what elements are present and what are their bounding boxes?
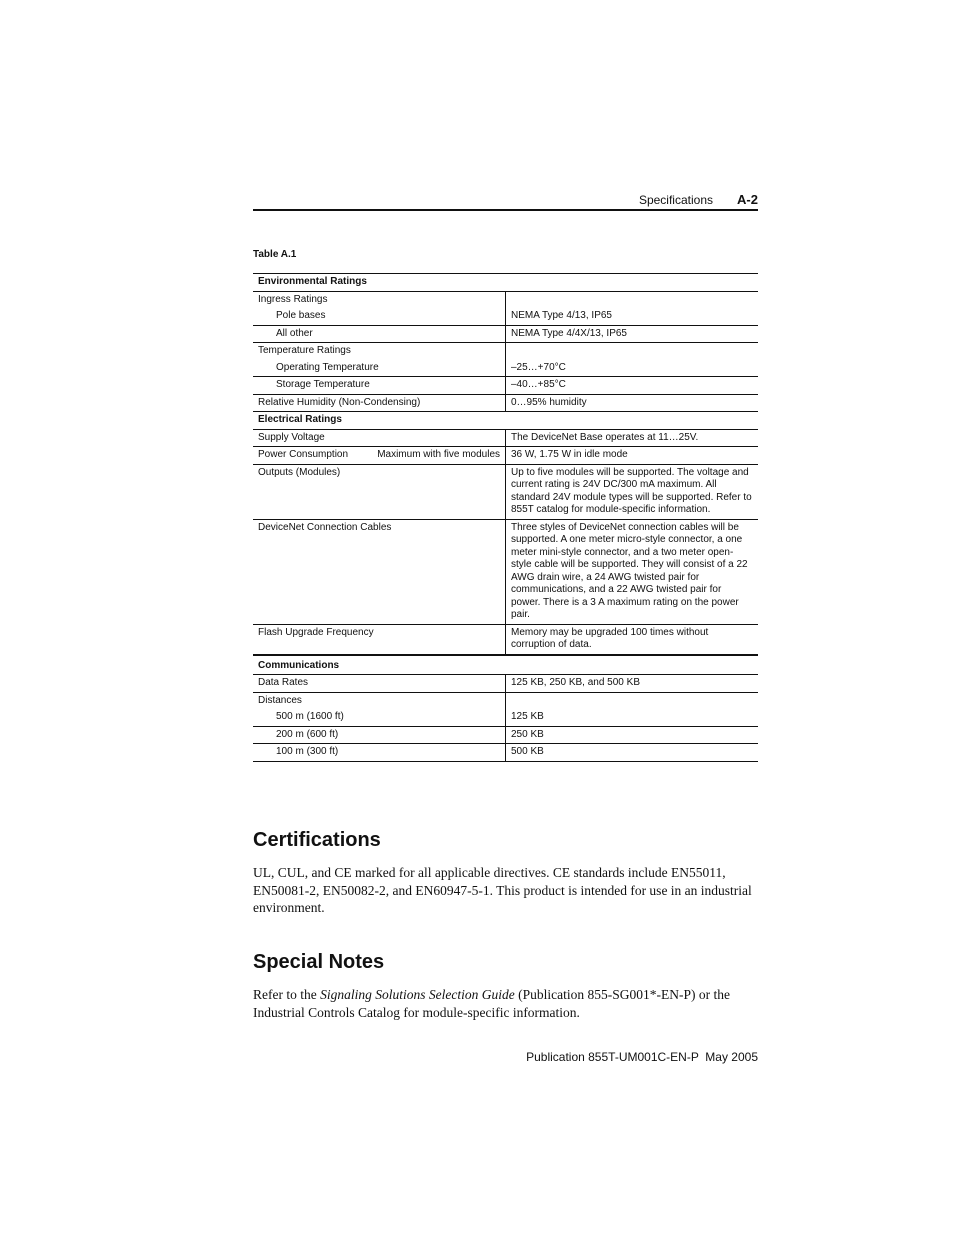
header-rule <box>253 209 758 211</box>
section-heading-electrical: Electrical Ratings <box>253 412 758 430</box>
row-value <box>506 291 759 308</box>
power-consumption-qualifier: Maximum with five modules <box>377 449 500 460</box>
table-row <box>253 464 758 519</box>
table-row <box>253 624 758 655</box>
section-title: Specifications <box>638 193 713 207</box>
row-label: 100 m (300 ft) <box>253 744 506 762</box>
section-heading-communications: Communications <box>253 655 758 675</box>
specifications-table <box>253 273 758 762</box>
row-label: Pole bases <box>253 308 506 325</box>
row-label: All other <box>253 325 506 343</box>
special-notes-heading: Special Notes <box>253 951 385 973</box>
row-value: 250 KB <box>506 726 759 744</box>
table-row <box>253 675 758 693</box>
page-number: A-2 <box>737 192 758 207</box>
row-value: 500 KB <box>506 744 759 762</box>
table-row <box>253 325 758 343</box>
table-row <box>253 360 758 377</box>
table-row <box>253 394 758 412</box>
table-row <box>253 343 758 360</box>
row-label: Distances <box>253 692 506 709</box>
section-heading-environmental: Environmental Ratings <box>253 274 758 292</box>
certifications-text: UL, CUL, and CE marked for all applicable directives. CE standards include EN55011, EN50081-2, EN50082-2, and EN60947-5-1. This product is intended for use in an industrial environment. <box>253 865 752 915</box>
row-value: –25…+70°C <box>506 360 759 377</box>
row-value <box>506 692 759 709</box>
footer-publication: Publication 855T-UM001C-EN-P <box>526 1050 699 1064</box>
row-label: Temperature Ratings <box>253 343 506 360</box>
table-row <box>253 726 758 744</box>
power-label-wrap <box>258 449 500 462</box>
table-row <box>253 447 758 465</box>
row-label: Relative Humidity (Non-Condensing) <box>253 394 506 412</box>
row-value: The DeviceNet Base operates at 11…25V. <box>506 429 759 447</box>
certifications-heading: Certifications <box>253 829 381 851</box>
table-row <box>253 291 758 308</box>
special-notes-text-before: Refer to the <box>253 987 321 1002</box>
special-notes-text <box>253 986 758 1021</box>
table-row <box>253 744 758 762</box>
row-label: Operating Temperature <box>253 360 506 377</box>
table-row <box>253 274 758 292</box>
row-label: Supply Voltage <box>253 429 506 447</box>
row-value: 125 KB, 250 KB, and 500 KB <box>506 675 759 693</box>
row-value: 0…95% humidity <box>506 394 759 412</box>
row-label: DeviceNet Connection Cables <box>253 519 506 624</box>
row-value: Up to five modules will be supported. The voltage and current rating is 24V DC/300 mA maximum. All standard 24V module types will be supported. Refer to 855T catalog for module-specific information. <box>506 464 759 519</box>
row-label: Storage Temperature <box>253 377 506 395</box>
table-row <box>253 655 758 675</box>
row-value: Memory may be upgraded 100 times without corruption of data. <box>506 624 759 655</box>
running-header <box>253 192 758 209</box>
table-row <box>253 692 758 709</box>
table-row <box>253 519 758 624</box>
row-label: 500 m (1600 ft) <box>253 709 506 726</box>
table-row <box>253 308 758 325</box>
special-notes-text-after: (Publication 855-SG001*-EN-P) or the Industrial Controls Catalog for module-specific information. <box>253 987 730 1020</box>
table-caption: Table A.1 <box>253 249 297 260</box>
row-label: Ingress Ratings <box>253 291 506 308</box>
table-row <box>253 377 758 395</box>
footer-date: May 2005 <box>705 1050 758 1064</box>
row-value: 125 KB <box>506 709 759 726</box>
table-row <box>253 429 758 447</box>
row-value: NEMA Type 4/4X/13, IP65 <box>506 325 759 343</box>
row-label: 200 m (600 ft) <box>253 726 506 744</box>
row-value: NEMA Type 4/13, IP65 <box>506 308 759 325</box>
row-label: Outputs (Modules) <box>253 464 506 519</box>
row-label: Flash Upgrade Frequency <box>253 624 506 655</box>
row-value: –40…+85°C <box>506 377 759 395</box>
guide-title: Signaling Solutions Selection Guide <box>320 987 515 1002</box>
row-value: 36 W, 1.75 W in idle mode <box>506 447 759 465</box>
row-label: Data Rates <box>253 675 506 693</box>
page-footer <box>526 1050 758 1064</box>
table-row <box>253 412 758 430</box>
row-value: Three styles of DeviceNet connection cables will be supported. A one meter micro-style connector, a one meter mini-style connector, and a two meter open-style cable will be supported. They will consist of a 22 AWG drain wire, a 24 AWG twisted pair for communications, and a 22 AWG twisted pair for power. There is a 3 A maximum rating on the power pair. <box>506 519 759 624</box>
power-consumption-label: Power Consumption <box>258 449 349 460</box>
row-label <box>253 447 506 465</box>
table-row <box>253 709 758 726</box>
row-value <box>506 343 759 360</box>
